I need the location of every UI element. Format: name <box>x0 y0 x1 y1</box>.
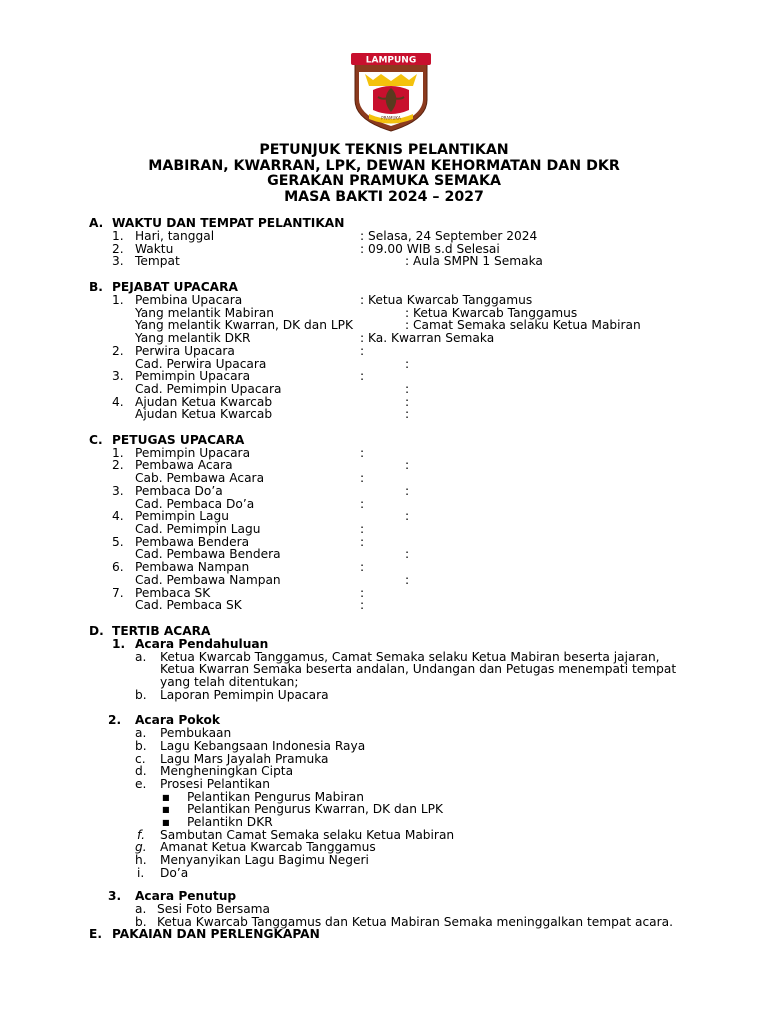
bullet-icon: ■ <box>162 818 170 827</box>
item-value: : <box>405 573 410 587</box>
bullet-icon: ■ <box>162 793 170 802</box>
bullet-text: Pelantikn DKR <box>187 815 273 829</box>
list-text: Ketua Kwarcab Tanggamus dan Ketua Mabiran Semaka meninggalkan tempat acara. <box>157 915 673 929</box>
item-label: Pemimpin Lagu <box>135 509 229 523</box>
section-d-letter: D. <box>89 624 104 638</box>
ribbon-text: PRAMUKA <box>381 115 401 121</box>
section-d-heading: TERTIB ACARA <box>112 624 211 638</box>
list-text: Pembukaan <box>160 726 232 740</box>
item-number: 4. <box>112 395 124 409</box>
item-number: 3. <box>112 369 124 383</box>
list-text: Mengheningkan Cipta <box>160 764 294 778</box>
list-marker: a. <box>135 902 147 916</box>
item-label: Pembawa Nampan <box>135 560 250 574</box>
section-e-heading: PAKAIAN DAN PERLENGKAPAN <box>112 927 320 941</box>
sub-number: 3. <box>108 889 122 903</box>
item-label: Tempat <box>135 254 180 268</box>
item-label: Cad. Pembawa Nampan <box>135 573 281 587</box>
item-value: : Ketua Kwarcab Tanggamus <box>405 306 578 320</box>
list-marker: a. <box>135 726 147 740</box>
item-value: : <box>405 547 410 561</box>
banner-text: LAMPUNG <box>365 55 417 66</box>
list-text: Laporan Pemimpin Upacara <box>160 688 329 702</box>
item-label: Pemimpin Upacara <box>135 446 251 460</box>
item-label: Pembaca Do’a <box>135 484 223 498</box>
item-value: : 09.00 WIB s.d Selesai <box>360 242 500 256</box>
item-label: Pemimpin Upacara <box>135 369 251 383</box>
sub-title-pendahuluan: Acara Pendahuluan <box>135 637 269 651</box>
list-marker: h. <box>135 853 147 867</box>
item-label: Ajudan Ketua Kwarcab <box>135 407 273 421</box>
item-label: Cad. Perwira Upacara <box>135 357 267 371</box>
sub-number: 1. <box>112 637 126 651</box>
list-text: Sambutan Camat Semaka selaku Ketua Mabiran <box>160 828 455 842</box>
item-value: : <box>405 484 410 498</box>
item-number: 2. <box>112 344 124 358</box>
item-number: 6. <box>112 560 124 574</box>
list-text: Ketua Kwarcab Tanggamus, Camat Semaka selaku Ketua Mabiran beserta jajaran, <box>160 650 660 664</box>
item-label: Pembawa Bendera <box>135 535 250 549</box>
item-number: 1. <box>112 446 124 460</box>
list-text: yang telah ditentukan; <box>160 675 299 689</box>
item-label: Yang melantik Mabiran <box>135 306 274 320</box>
item-number: 4. <box>112 509 124 523</box>
item-value: : <box>360 522 365 536</box>
list-text: Amanat Ketua Kwarcab Tanggamus <box>160 840 376 854</box>
list-marker: e. <box>135 777 147 791</box>
section-c-letter: C. <box>89 433 103 447</box>
section-b-letter: B. <box>89 280 103 294</box>
list-text: Lagu Mars Jayalah Pramuka <box>160 752 329 766</box>
list-marker: i. <box>137 866 145 880</box>
list-text: Prosesi Pelantikan <box>160 777 270 791</box>
list-text: Ketua Kwarran Semaka beserta andalan, Undangan dan Petugas menempati tempat <box>160 662 677 676</box>
item-label: Hari, tanggal <box>135 229 215 243</box>
list-marker: b. <box>135 739 147 753</box>
item-value: : <box>405 407 410 421</box>
item-value: : <box>360 560 365 574</box>
item-label: Yang melantik DKR <box>135 331 251 345</box>
item-label: Ajudan Ketua Kwarcab <box>135 395 273 409</box>
item-value: : <box>360 369 365 383</box>
item-label: Cad. Pembaca Do’a <box>135 497 255 511</box>
bullet-icon: ■ <box>162 805 170 814</box>
item-number: 3. <box>112 254 124 268</box>
sub-title-pokok: Acara Pokok <box>135 713 220 727</box>
list-marker: f. <box>137 828 145 842</box>
item-label: Waktu <box>135 242 174 256</box>
lampung-scout-emblem <box>351 52 431 132</box>
item-label: Pembaca SK <box>135 586 211 600</box>
title-line-3: GERAKAN PRAMUKA SEMAKA <box>267 173 501 189</box>
item-label: Cab. Pembawa Acara <box>135 471 265 485</box>
section-b-heading: PEJABAT UPACARA <box>112 280 238 294</box>
item-value: : Ketua Kwarcab Tanggamus <box>360 293 533 307</box>
sub-number: 2. <box>108 713 122 727</box>
item-label: Cad. Pembawa Bendera <box>135 547 281 561</box>
item-value: : <box>360 446 365 460</box>
section-a-heading: WAKTU DAN TEMPAT PELANTIKAN <box>112 216 345 230</box>
item-number: 1. <box>112 293 124 307</box>
list-text: Menyanyikan Lagu Bagimu Negeri <box>160 853 369 867</box>
item-value: : <box>360 598 365 612</box>
item-value: : <box>405 357 410 371</box>
list-text: Do’a <box>160 866 189 880</box>
item-value: : Camat Semaka selaku Ketua Mabiran <box>405 318 641 332</box>
list-marker: b. <box>135 688 147 702</box>
item-value: : <box>405 382 410 396</box>
item-value: : <box>405 458 410 472</box>
item-label: Cad. Pemimpin Upacara <box>135 382 282 396</box>
item-value: : Selasa, 24 September 2024 <box>360 229 538 243</box>
item-label: Cad. Pembaca SK <box>135 598 242 612</box>
item-value: : <box>360 586 365 600</box>
item-number: 7. <box>112 586 124 600</box>
list-text: Lagu Kebangsaan Indonesia Raya <box>160 739 366 753</box>
item-number: 5. <box>112 535 124 549</box>
list-text: Sesi Foto Bersama <box>157 902 271 916</box>
list-marker: d. <box>135 764 147 778</box>
item-value: : <box>405 509 410 523</box>
title-line-2: MABIRAN, KWARRAN, LPK, DEWAN KEHORMATAN DAN DKR <box>148 158 620 174</box>
item-number: 2. <box>112 458 124 472</box>
item-value: : Ka. Kwarran Semaka <box>360 331 495 345</box>
item-number: 3. <box>112 484 124 498</box>
item-number: 1. <box>112 229 124 243</box>
item-label: Pembawa Acara <box>135 458 233 472</box>
item-number: 2. <box>112 242 124 256</box>
item-value: : <box>360 535 365 549</box>
sub-title-penutup: Acara Penutup <box>135 889 237 903</box>
item-label: Pembina Upacara <box>135 293 243 307</box>
item-value: : Aula SMPN 1 Semaka <box>405 254 543 268</box>
bullet-text: Pelantikan Pengurus Mabiran <box>187 790 364 804</box>
list-marker: c. <box>135 752 146 766</box>
item-value: : <box>360 497 365 511</box>
item-label: Yang melantik Kwarran, DK dan LPK <box>135 318 353 332</box>
bullet-text: Pelantikan Pengurus Kwarran, DK dan LPK <box>187 802 443 816</box>
item-value: : <box>360 471 365 485</box>
section-e-letter: E. <box>89 927 102 941</box>
item-label: Cad. Pemimpin Lagu <box>135 522 261 536</box>
list-marker: a. <box>135 650 147 664</box>
list-marker: b. <box>135 915 147 929</box>
item-label: Perwira Upacara <box>135 344 235 358</box>
title-line-1: PETUNJUK TEKNIS PELANTIKAN <box>259 142 509 158</box>
section-c-heading: PETUGAS UPACARA <box>112 433 245 447</box>
section-a-letter: A. <box>89 216 104 230</box>
title-line-4: MASA BAKTI 2024 – 2027 <box>284 189 484 205</box>
item-value: : <box>360 344 365 358</box>
list-marker: g. <box>135 840 147 854</box>
item-value: : <box>405 395 410 409</box>
